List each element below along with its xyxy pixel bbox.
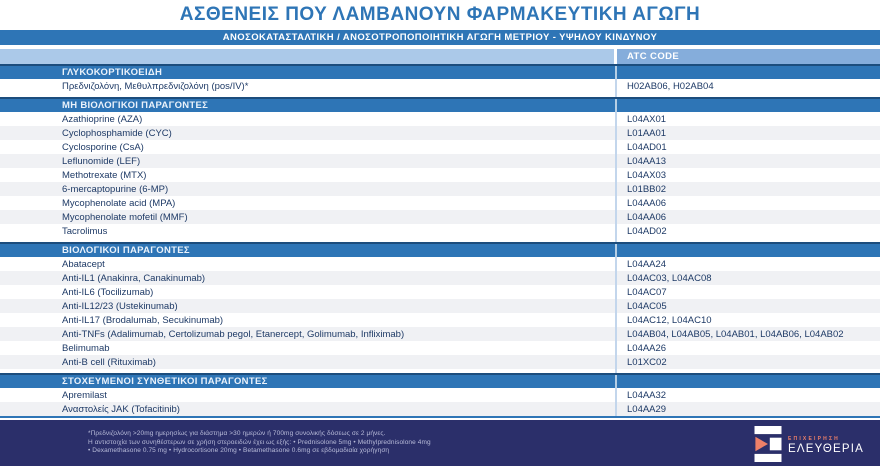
logo-line-1: ΕΠΙΧΕΙΡΗΣΗ	[788, 436, 840, 443]
section-header-label: ΓΛΥΚΟΚΟΡΤΙΚΟΕΙΔΗ	[0, 66, 617, 79]
footer-bar	[0, 420, 880, 466]
section-header	[0, 97, 880, 112]
atc-code-cell: L04AC07	[627, 286, 667, 298]
table-row	[0, 79, 880, 93]
atc-code-cell: L04AC03, L04AC08	[627, 272, 712, 284]
table-bottom-border	[0, 416, 880, 418]
atc-code-cell: L01AA01	[627, 127, 667, 139]
table-row	[0, 112, 880, 126]
agent-cell: Abatacept	[0, 257, 617, 271]
atc-code-cell: L04AA06	[627, 197, 667, 209]
agent-cell: Anti-IL6 (Tocilizumab)	[0, 285, 617, 299]
section-header-label: ΣΤΟΧΕΥΜΕΝΟΙ ΣΥΝΘΕΤΙΚΟΙ ΠΑΡΑΓΟΝΤΕΣ	[0, 375, 617, 388]
agent-cell: Tacrolimus	[0, 224, 617, 238]
section-gap-left	[0, 238, 617, 242]
table-row	[0, 313, 880, 327]
logo-line-2: ΕΛΕΥΘΕΡΙΑ	[788, 443, 864, 456]
atc-code-cell: L04AA29	[627, 403, 667, 415]
table-row	[0, 140, 880, 154]
agent-cell: Azathioprine (AZA)	[0, 112, 617, 126]
table-row	[0, 196, 880, 210]
campaign-logo	[754, 426, 864, 467]
agent-cell: Leflunomide (LEF)	[0, 154, 617, 168]
table-row	[0, 299, 880, 313]
footnote-line: *Πρεδνιζολόνη >20mg ημερησίως για διάστημα >30 ημερών ή 700mg συνολικής δόσεως σε 2 μήνες.	[88, 430, 386, 438]
section-header	[0, 64, 880, 79]
section-gap	[0, 93, 880, 97]
category-banner: ΑΝΟΣΟΚΑΤΑΣΤΑΛΤΙΚΗ / ΑΝΟΣΟΤΡΟΠΟΠΟΙΗΤΙΚΗ ΑΓΩΓΗ ΜΕΤΡΙΟΥ - ΥΨΗΛΟΥ ΚΙΝΔΥΝΟΥ	[0, 30, 880, 45]
table-row	[0, 388, 880, 402]
agent-cell: Anti-B cell (Rituximab)	[0, 355, 617, 369]
table-row	[0, 154, 880, 168]
table-row	[0, 224, 880, 238]
table-row	[0, 257, 880, 271]
atc-code-cell: L04AC12, L04AC10	[627, 314, 712, 326]
medication-table	[0, 64, 880, 416]
section-header-atc-cell	[617, 99, 880, 112]
atc-code-cell: L04AA32	[627, 389, 667, 401]
atc-code-cell: L04AA24	[627, 258, 667, 270]
section-gap-right	[617, 369, 880, 373]
section-gap-left	[0, 369, 617, 373]
agent-cell: Methotrexate (MTX)	[0, 168, 617, 182]
atc-code-cell: L04AA13	[627, 155, 667, 167]
table-row	[0, 341, 880, 355]
atc-code-cell: L04AD02	[627, 225, 667, 237]
column-header-row	[0, 49, 880, 64]
section-gap-right	[617, 238, 880, 242]
atc-code-cell: L04AD01	[627, 141, 667, 153]
agent-cell: Αναστολείς JAK (Tofacitinib)	[0, 402, 617, 416]
agent-cell: Mycophenolate acid (MPA)	[0, 196, 617, 210]
atc-code-cell: L04AA26	[627, 342, 667, 354]
atc-code-column-header: ATC CODE	[617, 49, 880, 64]
atc-code-cell: L04AX03	[627, 169, 667, 181]
section-header-atc-cell	[617, 66, 880, 79]
table-row	[0, 355, 880, 369]
agent-cell: Belimumab	[0, 341, 617, 355]
atc-code-cell: L04AC05	[627, 300, 667, 312]
agent-cell: Anti-IL1 (Anakinra, Canakinumab)	[0, 271, 617, 285]
section-gap	[0, 369, 880, 373]
atc-code-cell: L04AA06	[627, 211, 667, 223]
section-header	[0, 242, 880, 257]
logo-text	[788, 437, 864, 456]
table-row	[0, 285, 880, 299]
atc-code-cell: L04AX01	[627, 113, 667, 125]
footnotes	[0, 430, 431, 456]
section-header-atc-cell	[617, 244, 880, 257]
table-row	[0, 126, 880, 140]
agent-cell: Anti-TNFs (Adalimumab, Certolizumab pegol, Etanercept, Golimumab, Infliximab)	[0, 327, 617, 341]
atc-code-cell: H02AB06, H02AB04	[627, 80, 714, 92]
table-row	[0, 168, 880, 182]
section-header-label: ΜΗ ΒΙΟΛΟΓΙΚΟΙ ΠΑΡΑΓΟΝΤΕΣ	[0, 99, 617, 112]
agent-cell: Mycophenolate mofetil (MMF)	[0, 210, 617, 224]
section-gap	[0, 238, 880, 242]
section-gap-right	[617, 93, 880, 97]
sigma-arrow-logo-icon	[754, 426, 782, 467]
section-gap-left	[0, 93, 617, 97]
atc-code-cell: L01BB02	[627, 183, 667, 195]
table-row	[0, 210, 880, 224]
agent-cell: Cyclophosphamide (CYC)	[0, 126, 617, 140]
agent-cell: Anti-IL17 (Brodalumab, Secukinumab)	[0, 313, 617, 327]
agent-cell: Anti-IL12/23 (Ustekinumab)	[0, 299, 617, 313]
atc-code-cell: L01XC02	[627, 356, 667, 368]
section-header	[0, 373, 880, 388]
section-header-label: ΒΙΟΛΟΓΙΚΟΙ ΠΑΡΑΓΟΝΤΕΣ	[0, 244, 617, 257]
atc-code-cell: L04AB04, L04AB05, L04AB01, L04AB06, L04AB02	[627, 328, 844, 340]
footnote-line: Η αντιστοιχία των συνηθέστερων σε χρήση στεροειδών έχει ως εξής: • Prednisolone 5mg • Methylprednisolone 4mg	[88, 438, 431, 446]
table-row	[0, 271, 880, 285]
page-title: ΑΣΘΕΝΕΙΣ ΠΟΥ ΛΑΜΒΑΝΟΥΝ ΦΑΡΜΑΚΕΥΤΙΚΗ ΑΓΩΓΗ	[179, 4, 701, 25]
table-row	[0, 182, 880, 196]
agent-cell: Πρεδνιζολόνη, Μεθυλπρεδνιζολόνη (pos/IV)*	[0, 79, 617, 93]
table-row	[0, 402, 880, 416]
agent-cell: 6-mercaptopurine (6-MP)	[0, 182, 617, 196]
footnote-line: • Dexamethasone 0.75 mg • Hydrocortisone 20mg • Betamethasone 0.6mg σε εβδομαδιαία χορήγηση	[88, 447, 390, 455]
agent-cell: Cyclosporine (CsA)	[0, 140, 617, 154]
agent-cell: Apremilast	[0, 388, 617, 402]
agent-column-header	[0, 49, 617, 64]
section-header-atc-cell	[617, 375, 880, 388]
table-row	[0, 327, 880, 341]
